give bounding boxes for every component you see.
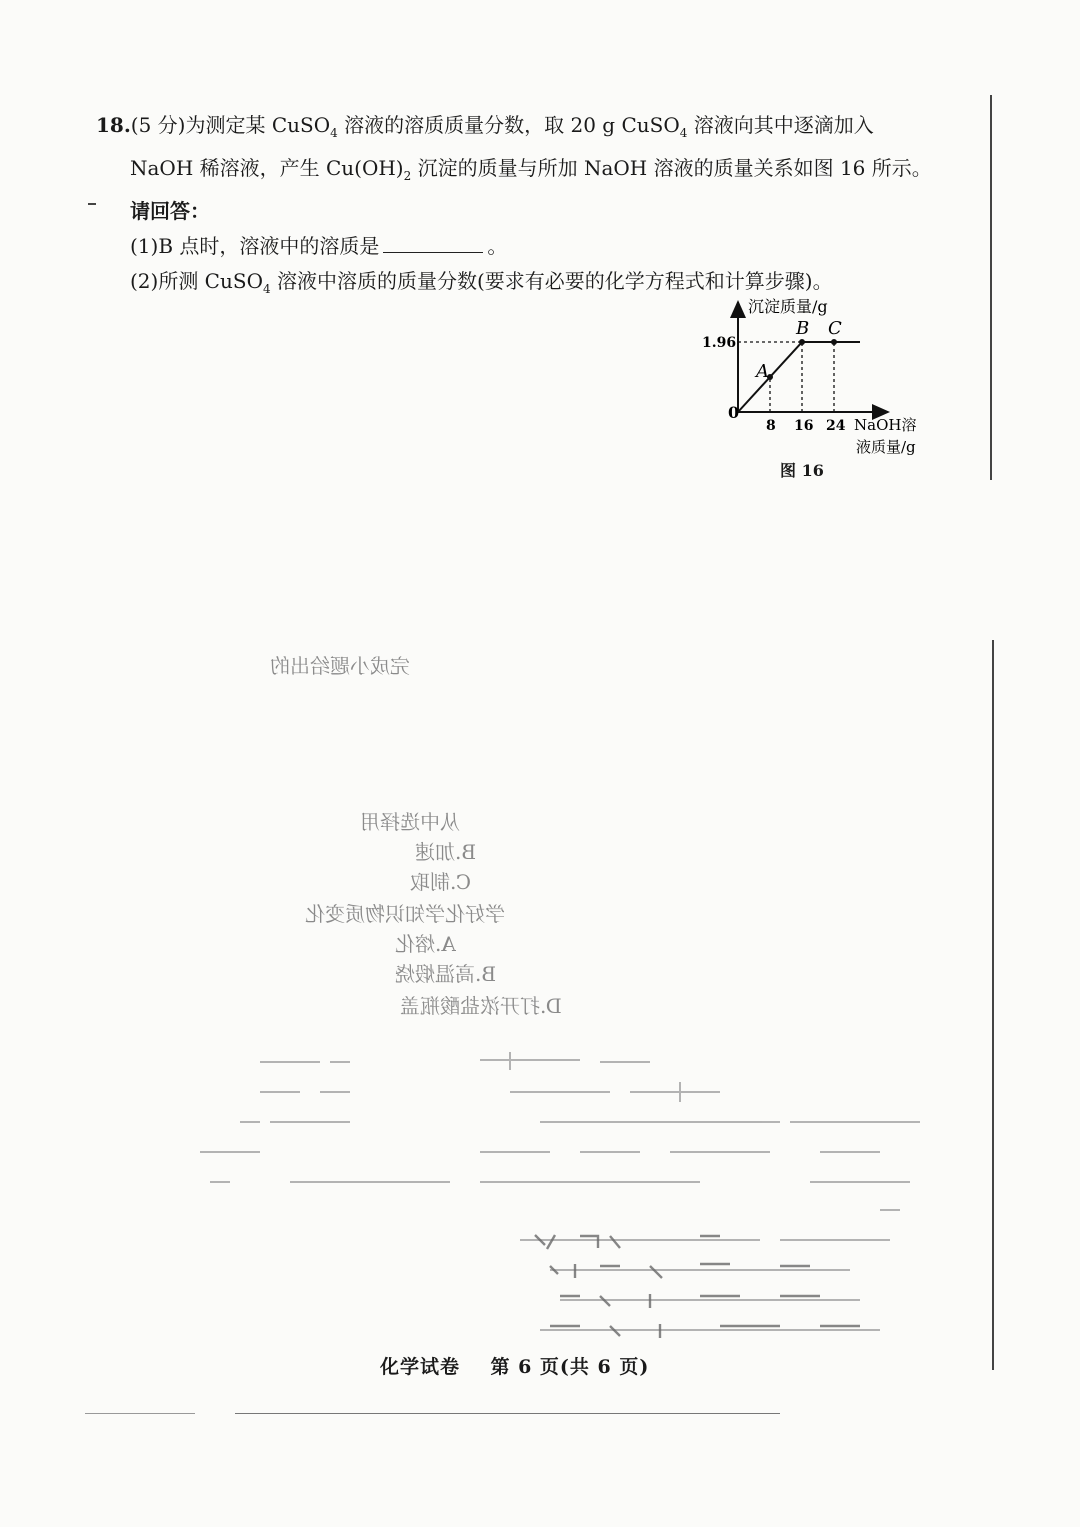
- figure-caption: 图 16: [780, 461, 824, 480]
- question-number: 18.: [96, 113, 131, 137]
- bleed-through-line: B.加速: [415, 840, 477, 864]
- bleed-through-line: 完成小题给出的: [270, 654, 410, 678]
- point-label-c: C: [828, 318, 842, 340]
- page-footer: [380, 1352, 649, 1379]
- x-tick-label: 24: [826, 418, 846, 434]
- bleed-through-line: C.制取: [410, 870, 471, 894]
- origin-label: 0: [728, 403, 740, 422]
- answer-blank[interactable]: [383, 232, 483, 253]
- footer-subject: 化学试卷: [380, 1356, 461, 1378]
- bottom-rule-right: [235, 1413, 780, 1414]
- question-18: [96, 108, 946, 307]
- bleed-through-line: B.高温煅烧: [395, 962, 497, 986]
- data-point-b: [799, 339, 805, 345]
- figure-16-chart: [690, 290, 940, 460]
- scan-border-right-bottom: [992, 640, 994, 1370]
- x-axis-label-line1: NaOH溶: [854, 416, 917, 434]
- question-line-3: 请回答：: [130, 199, 210, 223]
- bleed-through-line: A.熔化: [395, 932, 456, 956]
- bleed-through-line: 从中选择用: [360, 810, 460, 834]
- bleed-through-line: 学好化学知识物质变化: [305, 902, 505, 926]
- scan-mark-left: [88, 203, 96, 205]
- subquestion-1: (1)B 点时，溶液中的溶质是 。: [130, 234, 508, 258]
- x-tick-label: 8: [766, 418, 776, 434]
- point-label-a: A: [756, 361, 769, 383]
- bleed-through-strokes: [180, 1040, 940, 1350]
- y-tick-label: 1.96: [702, 335, 737, 352]
- question-score: (5 分): [130, 113, 186, 137]
- question-line-1: 18.(5 分)为测定某 CuSO$_4$ 溶液的溶质质量分数，取 20 g CuSO$_4$ 溶液向其中逐滴加入: [96, 113, 874, 140]
- question-line-2: NaOH 稀溶液，产生 $Cu(OH)_2$ 沉淀的质量与所加 NaOH 溶液的质量关系如图 16 所示。: [130, 156, 932, 183]
- subquestion-2: (2)所测 CuSO$_4$ 溶液中溶质的质量分数(要求有必要的化学方程式和计算步骤)。: [130, 269, 833, 296]
- bottom-rule-left: [85, 1413, 195, 1414]
- x-tick-label: 16: [794, 418, 814, 434]
- footer-page-number: 第 6 页(共 6 页): [490, 1356, 650, 1378]
- bleed-through-line: D.打开浓盐酸瓶盖: [400, 994, 562, 1018]
- scan-border-right-top: [990, 95, 992, 480]
- x-axis-label-line2: 液质量/g: [856, 438, 916, 456]
- point-label-b: B: [796, 318, 810, 340]
- y-axis-label: 沉淀质量/g: [748, 297, 828, 316]
- data-point-c: [831, 339, 837, 345]
